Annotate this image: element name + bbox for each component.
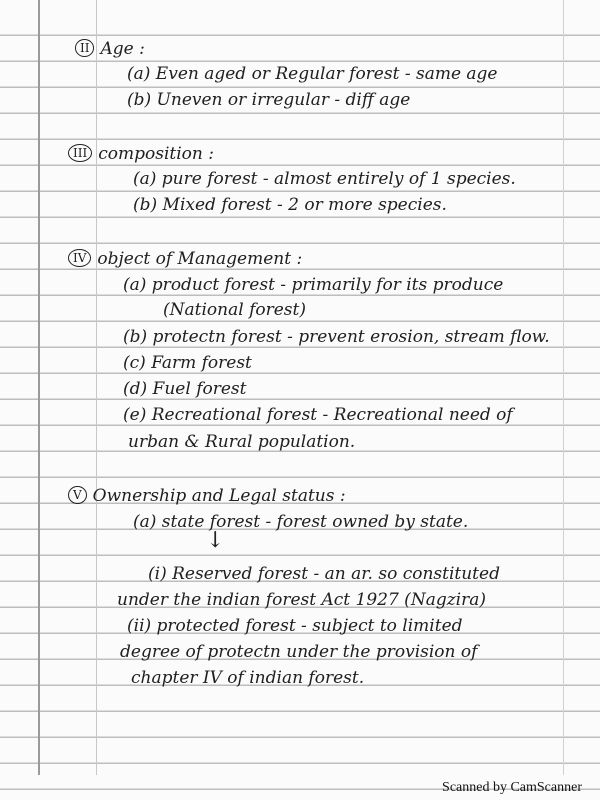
section-iv-item-d: (d) Fuel forest [123, 379, 247, 399]
section-iv-item-e-cont: urban & Rural population. [128, 432, 356, 452]
section-v-heading: V Ownership and Legal status : [68, 485, 346, 507]
section-ii-label: II [75, 39, 94, 57]
section-iv-item-e: (e) Recreational forest - Recreational need of [123, 405, 513, 425]
margin-line-faint [96, 0, 97, 775]
section-v-item-i-cont: under the indian forest Act 1927 (Nagzira) [117, 590, 486, 610]
section-v-label: V [68, 486, 87, 504]
margin-line [38, 0, 40, 775]
section-iii-label: III [68, 144, 92, 162]
section-v-item-i: (i) Reserved forest - an ar. so constituted [148, 564, 500, 584]
section-iii-item-b: (b) Mixed forest - 2 or more species. [133, 195, 447, 215]
section-v-item-ii: (ii) protected forest - subject to limited [127, 616, 463, 636]
section-iv-item-b: (b) protectn forest - prevent erosion, stream flow. [123, 327, 550, 347]
section-iii-item-a: (a) pure forest - almost entirely of 1 species. [133, 169, 516, 189]
section-iii-heading: III composition : [68, 143, 214, 165]
section-iv-item-c: (c) Farm forest [123, 353, 252, 373]
section-v-item-ii-cont2: chapter IV of indian forest. [131, 668, 365, 688]
section-iv-heading: IV object of Management : [68, 248, 302, 270]
section-iv-item-a-cont: (National forest) [163, 300, 306, 320]
section-iv-label: IV [68, 249, 91, 267]
down-arrow-icon: ↓ [206, 528, 225, 553]
section-ii-heading: II Age : [75, 38, 145, 60]
margin-line-right [563, 0, 564, 775]
section-ii-item-a: (a) Even aged or Regular forest - same age [127, 64, 498, 84]
scanner-watermark: Scanned by CamScanner [442, 780, 582, 795]
section-v-item-a: (a) state forest - forest owned by state. [133, 512, 469, 532]
section-ii-item-b: (b) Uneven or irregular - diff age [127, 90, 411, 110]
section-v-item-ii-cont: degree of protectn under the provision of [120, 642, 478, 662]
section-iv-item-a: (a) product forest - primarily for its produce [123, 275, 504, 295]
